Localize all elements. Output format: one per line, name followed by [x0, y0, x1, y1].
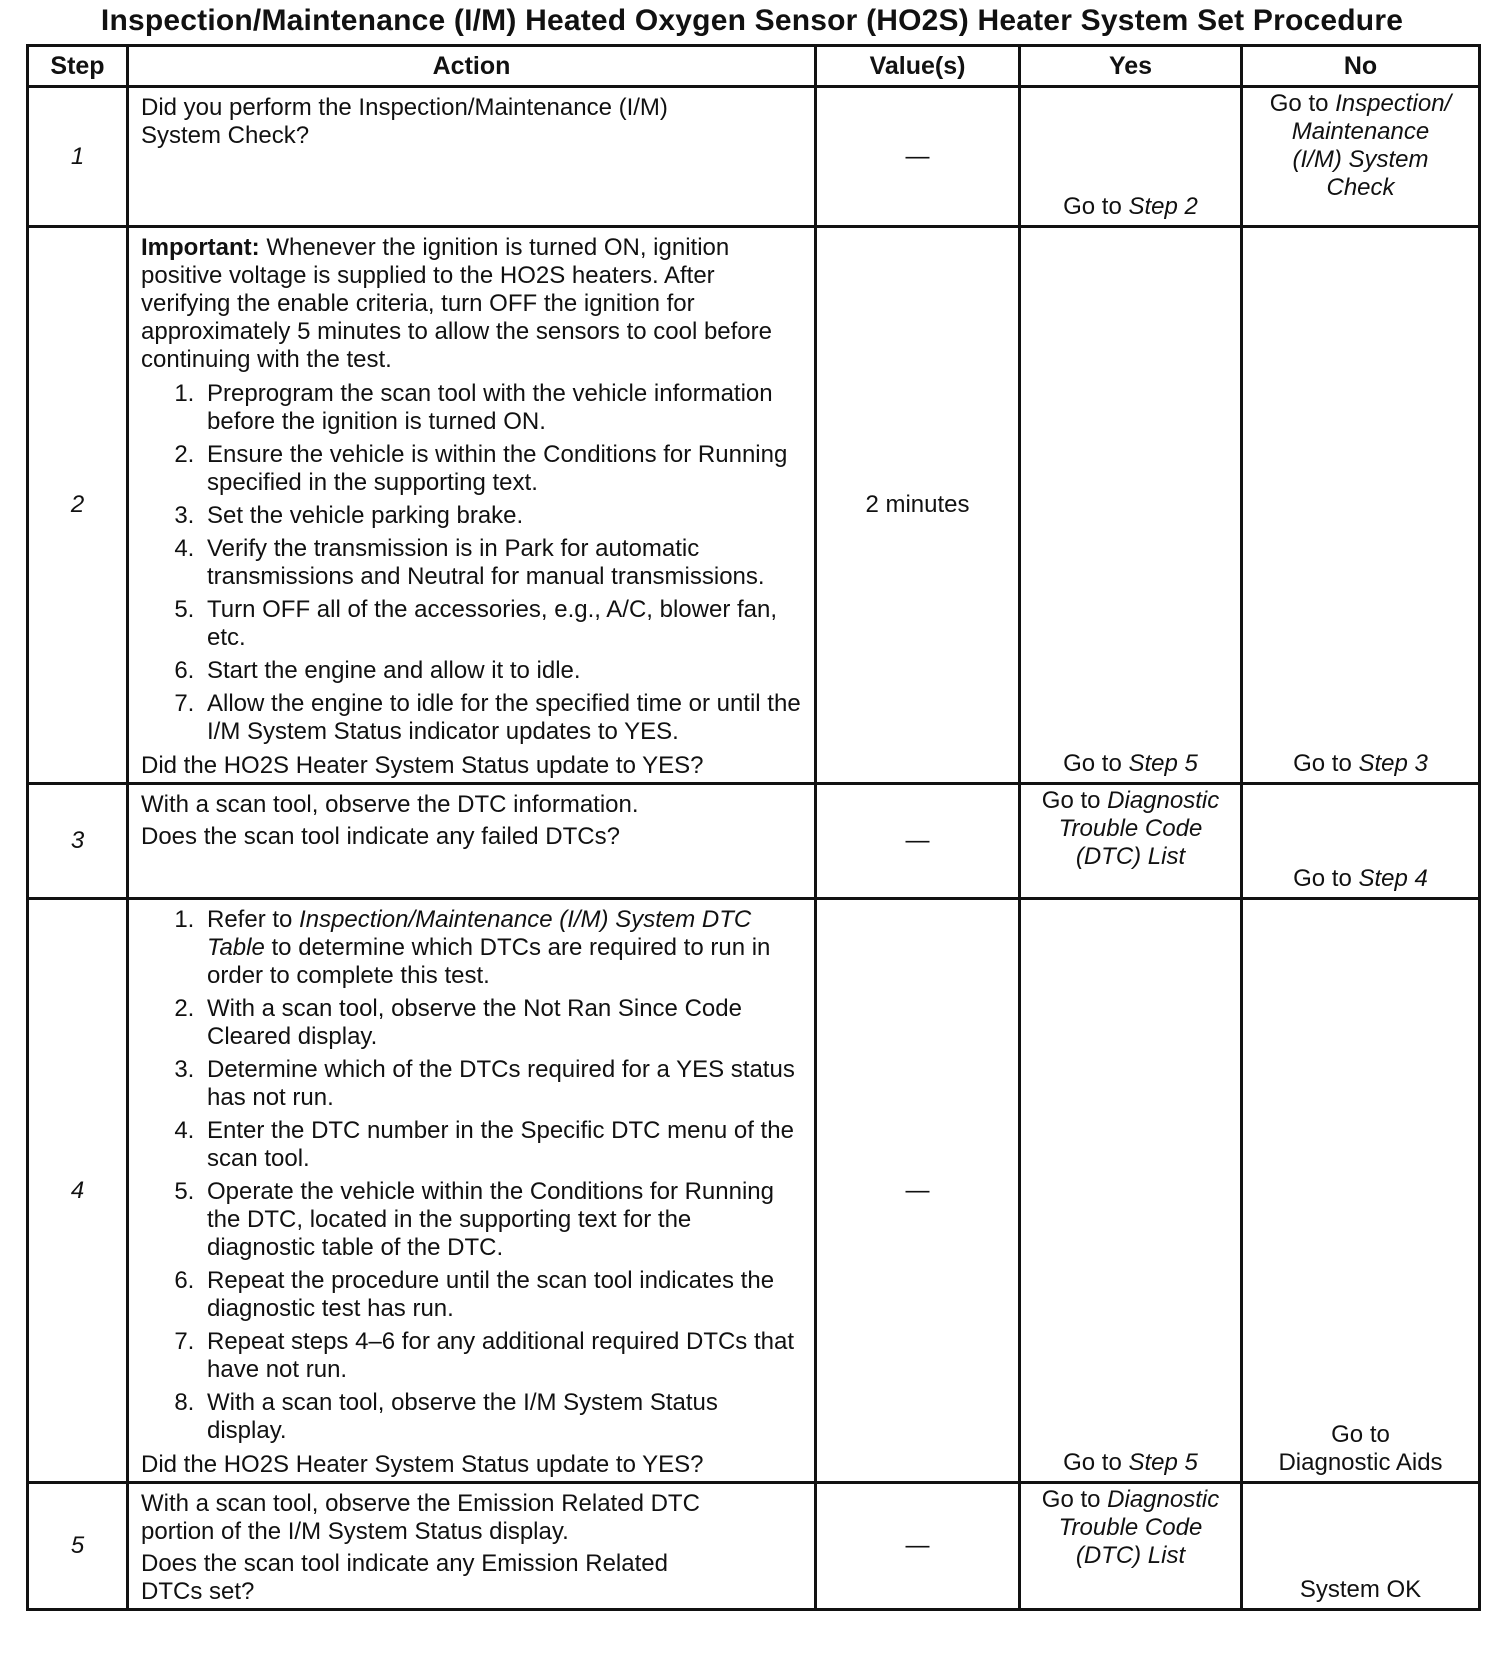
list-item: 4. Enter the DTC number in the Specific DTC menu of the scan tool. [201, 1117, 804, 1173]
yes-link[interactable]: Go to Diagnostic Trouble Code (DTC) List [1041, 1486, 1220, 1569]
important-note: Important: Whenever the ignition is turned ON, ignition positive voltage is supplied to the HO2S heaters. After verifying the enable criteria, turn OFF the ignition for approximately 5 minutes to allow the sensors to cool before continuing with the test. [141, 234, 772, 373]
no-cell [1242, 1483, 1480, 1610]
value-cell: — [816, 784, 1020, 899]
value-cell: — [816, 87, 1020, 227]
no-link[interactable]: Go to Step 4 [1293, 865, 1428, 892]
value-cell: — [816, 899, 1020, 1483]
action-question: Did the HO2S Heater System Status update to YES? [141, 752, 704, 779]
list-item: 6. Start the engine and allow it to idle. [201, 657, 804, 685]
step-number: 4 [28, 899, 128, 1483]
action-question: Did you perform the Inspection/Maintenance (I/M) System Check? [141, 94, 668, 149]
yes-link[interactable]: Go to Step 5 [1063, 750, 1198, 777]
action-cell [128, 899, 816, 1483]
yes-link[interactable]: Go to Step 5 [1063, 1449, 1198, 1476]
header-step: Step [28, 46, 128, 87]
yes-cell [1020, 87, 1242, 227]
no-cell [1242, 784, 1480, 899]
list-item: 5. Turn OFF all of the accessories, e.g., A/C, blower fan, etc. [201, 596, 804, 652]
header-yes: Yes [1020, 46, 1242, 87]
procedure-table [26, 44, 1481, 1611]
table-row-step-3 [28, 784, 1480, 899]
no-link[interactable]: Go to Inspection/ Maintenance (I/M) System Check [1269, 90, 1452, 201]
yes-cell [1020, 784, 1242, 899]
action-instruction: With a scan tool, observe the Emission Related DTC portion of the I/M System Status display. [141, 1490, 700, 1545]
action-cell [128, 784, 816, 899]
no-link[interactable]: Go to Step 3 [1293, 750, 1428, 777]
action-question: Did the HO2S Heater System Status update to YES? [141, 1451, 704, 1478]
step-number: 1 [28, 87, 128, 227]
step-number: 2 [28, 227, 128, 784]
list-item: 3. Determine which of the DTCs required for a YES status has not run. [201, 1056, 804, 1112]
instruction-list [141, 380, 804, 746]
list-item: 7. Repeat steps 4–6 for any additional required DTCs that have not run. [201, 1328, 804, 1384]
header-values: Value(s) [816, 46, 1020, 87]
list-item: 8. With a scan tool, observe the I/M System Status display. [201, 1389, 804, 1445]
list-item: 2. With a scan tool, observe the Not Ran Since Code Cleared display. [201, 995, 804, 1051]
header-action: Action [128, 46, 816, 87]
no-cell [1242, 227, 1480, 784]
list-item: 2. Ensure the vehicle is within the Conditions for Running specified in the supporting text. [201, 441, 804, 497]
value-cell: — [816, 1483, 1020, 1610]
no-cell [1242, 87, 1480, 227]
action-cell [128, 1483, 816, 1610]
action-question: Does the scan tool indicate any Emission Related DTCs set? [141, 1550, 668, 1605]
list-item: 1. Refer to Inspection/Maintenance (I/M) System DTC Table to determine which DTCs are required to run in order to complete this test. [201, 906, 804, 990]
list-item: 6. Repeat the procedure until the scan tool indicates the diagnostic test has run. [201, 1267, 804, 1323]
page-title: Inspection/Maintenance (I/M) Heated Oxygen Sensor (HO2S) Heater System Set Procedure [100, 4, 1404, 37]
list-item: 4. Verify the transmission is in Park for automatic transmissions and Neutral for manual transmissions. [201, 535, 804, 591]
table-row-step-1 [28, 87, 1480, 227]
list-item: 5. Operate the vehicle within the Conditions for Running the DTC, located in the supporting text for the diagnostic table of the DTC. [201, 1178, 804, 1262]
action-cell [128, 227, 816, 784]
action-question: Does the scan tool indicate any failed DTCs? [141, 823, 620, 850]
no-link[interactable]: Go to Diagnostic Aids [1278, 1421, 1443, 1476]
table-row-step-4 [28, 899, 1480, 1483]
no-result: System OK [1299, 1576, 1422, 1603]
value-cell: 2 minutes [816, 227, 1020, 784]
yes-link[interactable]: Go to Diagnostic Trouble Code (DTC) List [1041, 787, 1220, 870]
yes-link[interactable]: Go to Step 2 [1063, 193, 1198, 220]
list-item: 1. Preprogram the scan tool with the vehicle information before the ignition is turned ON. [201, 380, 804, 436]
table-header-row [28, 46, 1480, 87]
no-cell [1242, 899, 1480, 1483]
yes-cell [1020, 1483, 1242, 1610]
table-row-step-5 [28, 1483, 1480, 1610]
instruction-list [141, 906, 804, 1445]
header-no: No [1242, 46, 1480, 87]
yes-cell [1020, 899, 1242, 1483]
action-cell [128, 87, 816, 227]
action-instruction: With a scan tool, observe the DTC information. [141, 791, 639, 818]
step-number: 5 [28, 1483, 128, 1610]
yes-cell [1020, 227, 1242, 784]
list-item: 3. Set the vehicle parking brake. [201, 502, 804, 530]
list-item: 7. Allow the engine to idle for the specified time or until the I/M System Status indicator updates to YES. [201, 690, 804, 746]
step-number: 3 [28, 784, 128, 899]
table-row-step-2 [28, 227, 1480, 784]
